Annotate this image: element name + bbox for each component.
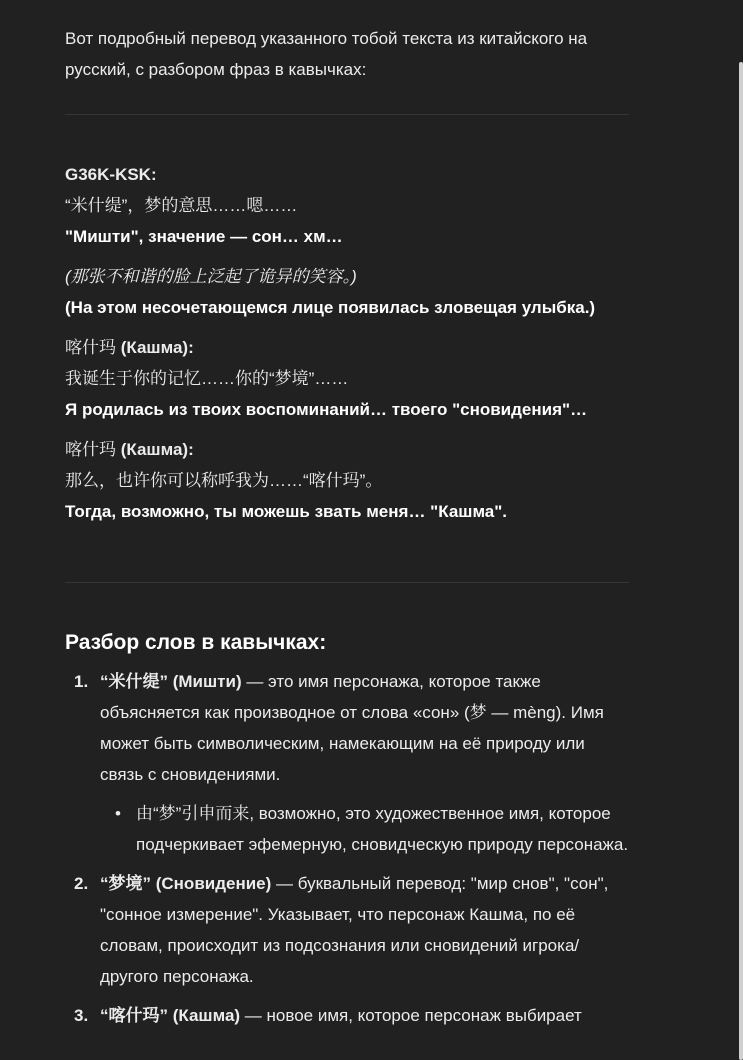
analysis-list xyxy=(65,666,629,1031)
list-item xyxy=(74,1000,629,1031)
term: “米什缇” (Мишти) xyxy=(100,672,242,691)
russian-stage-direction: (На этом несочетающемся лице появилась зловещая улыбка.) xyxy=(65,298,596,317)
chinese-line: “米什缇”，梦的意思……嗯…… xyxy=(65,196,298,215)
sub-list-item: • 由“梦”引申而来, возможно, это художественное имя, которое подчеркивает эфемерную, сновидческую природу персонажа. xyxy=(136,798,629,860)
chinese-line: 那么，也许你可以称呼我为……“喀什玛”。 xyxy=(65,471,383,490)
list-number: 1. xyxy=(74,672,89,691)
analysis-heading: Разбор слов в кавычках: xyxy=(65,631,327,654)
dialog-section xyxy=(65,115,629,582)
russian-line: "Мишти", значение — сон… хм… xyxy=(65,227,343,246)
term: “梦境” (Сновидение) xyxy=(100,874,272,893)
speaker-label: G36K-KSK: xyxy=(65,165,157,184)
term-explanation: — буквальный перевод: "мир снов", "сон", "сонное измерение". Указывает, что персонаж Кашма, по её словам, происходит из подсознания или сновидений игрока/другого персонажа. xyxy=(100,874,609,986)
list-item xyxy=(74,666,629,860)
dialog-block-1 xyxy=(65,159,629,252)
speaker-name-ru: (Кашма): xyxy=(120,440,194,459)
speaker-label xyxy=(65,434,629,465)
chinese-line: 我诞生于你的记忆……你的“梦境”…… xyxy=(65,369,349,388)
list-number: 2. xyxy=(74,874,89,893)
term-explanation: — новое имя, которое персонаж выбирает xyxy=(240,1006,582,1025)
scrollbar[interactable] xyxy=(739,62,743,1060)
list-item xyxy=(74,868,629,992)
sub-list xyxy=(100,798,629,860)
list-number: 3. xyxy=(74,1006,89,1025)
russian-line: Тогда, возможно, ты можешь звать меня… "Кашма". xyxy=(65,502,508,521)
speaker-name-zh: 喀什玛 xyxy=(65,338,116,357)
term: “喀什玛” (Кашма) xyxy=(100,1006,241,1025)
chinese-stage-direction: (那张不和谐的脸上泛起了诡异的笑容。) xyxy=(65,267,357,286)
term-explanation: — это имя персонажа, которое также объясняется как производное от слова «сон» (梦 — mèng). Имя может быть символическим, намекающим на её природу или связь с сновидениями. xyxy=(100,672,604,784)
dialog-block-3 xyxy=(65,332,629,425)
russian-line: Я родилась из твоих воспоминаний… твоего "сновидения"… xyxy=(65,400,588,419)
divider-bottom xyxy=(65,582,629,583)
speaker-label xyxy=(65,332,629,363)
speaker-name-ru: (Кашма): xyxy=(120,338,194,357)
dialog-block-2 xyxy=(65,261,629,323)
chat-message xyxy=(65,23,629,1039)
speaker-name-zh: 喀什玛 xyxy=(65,440,116,459)
dialog-block-4 xyxy=(65,434,629,527)
intro-text: Вот подробный перевод указанного тобой текста из китайского на русский, с разбором фраз в кавычках: xyxy=(65,29,588,79)
